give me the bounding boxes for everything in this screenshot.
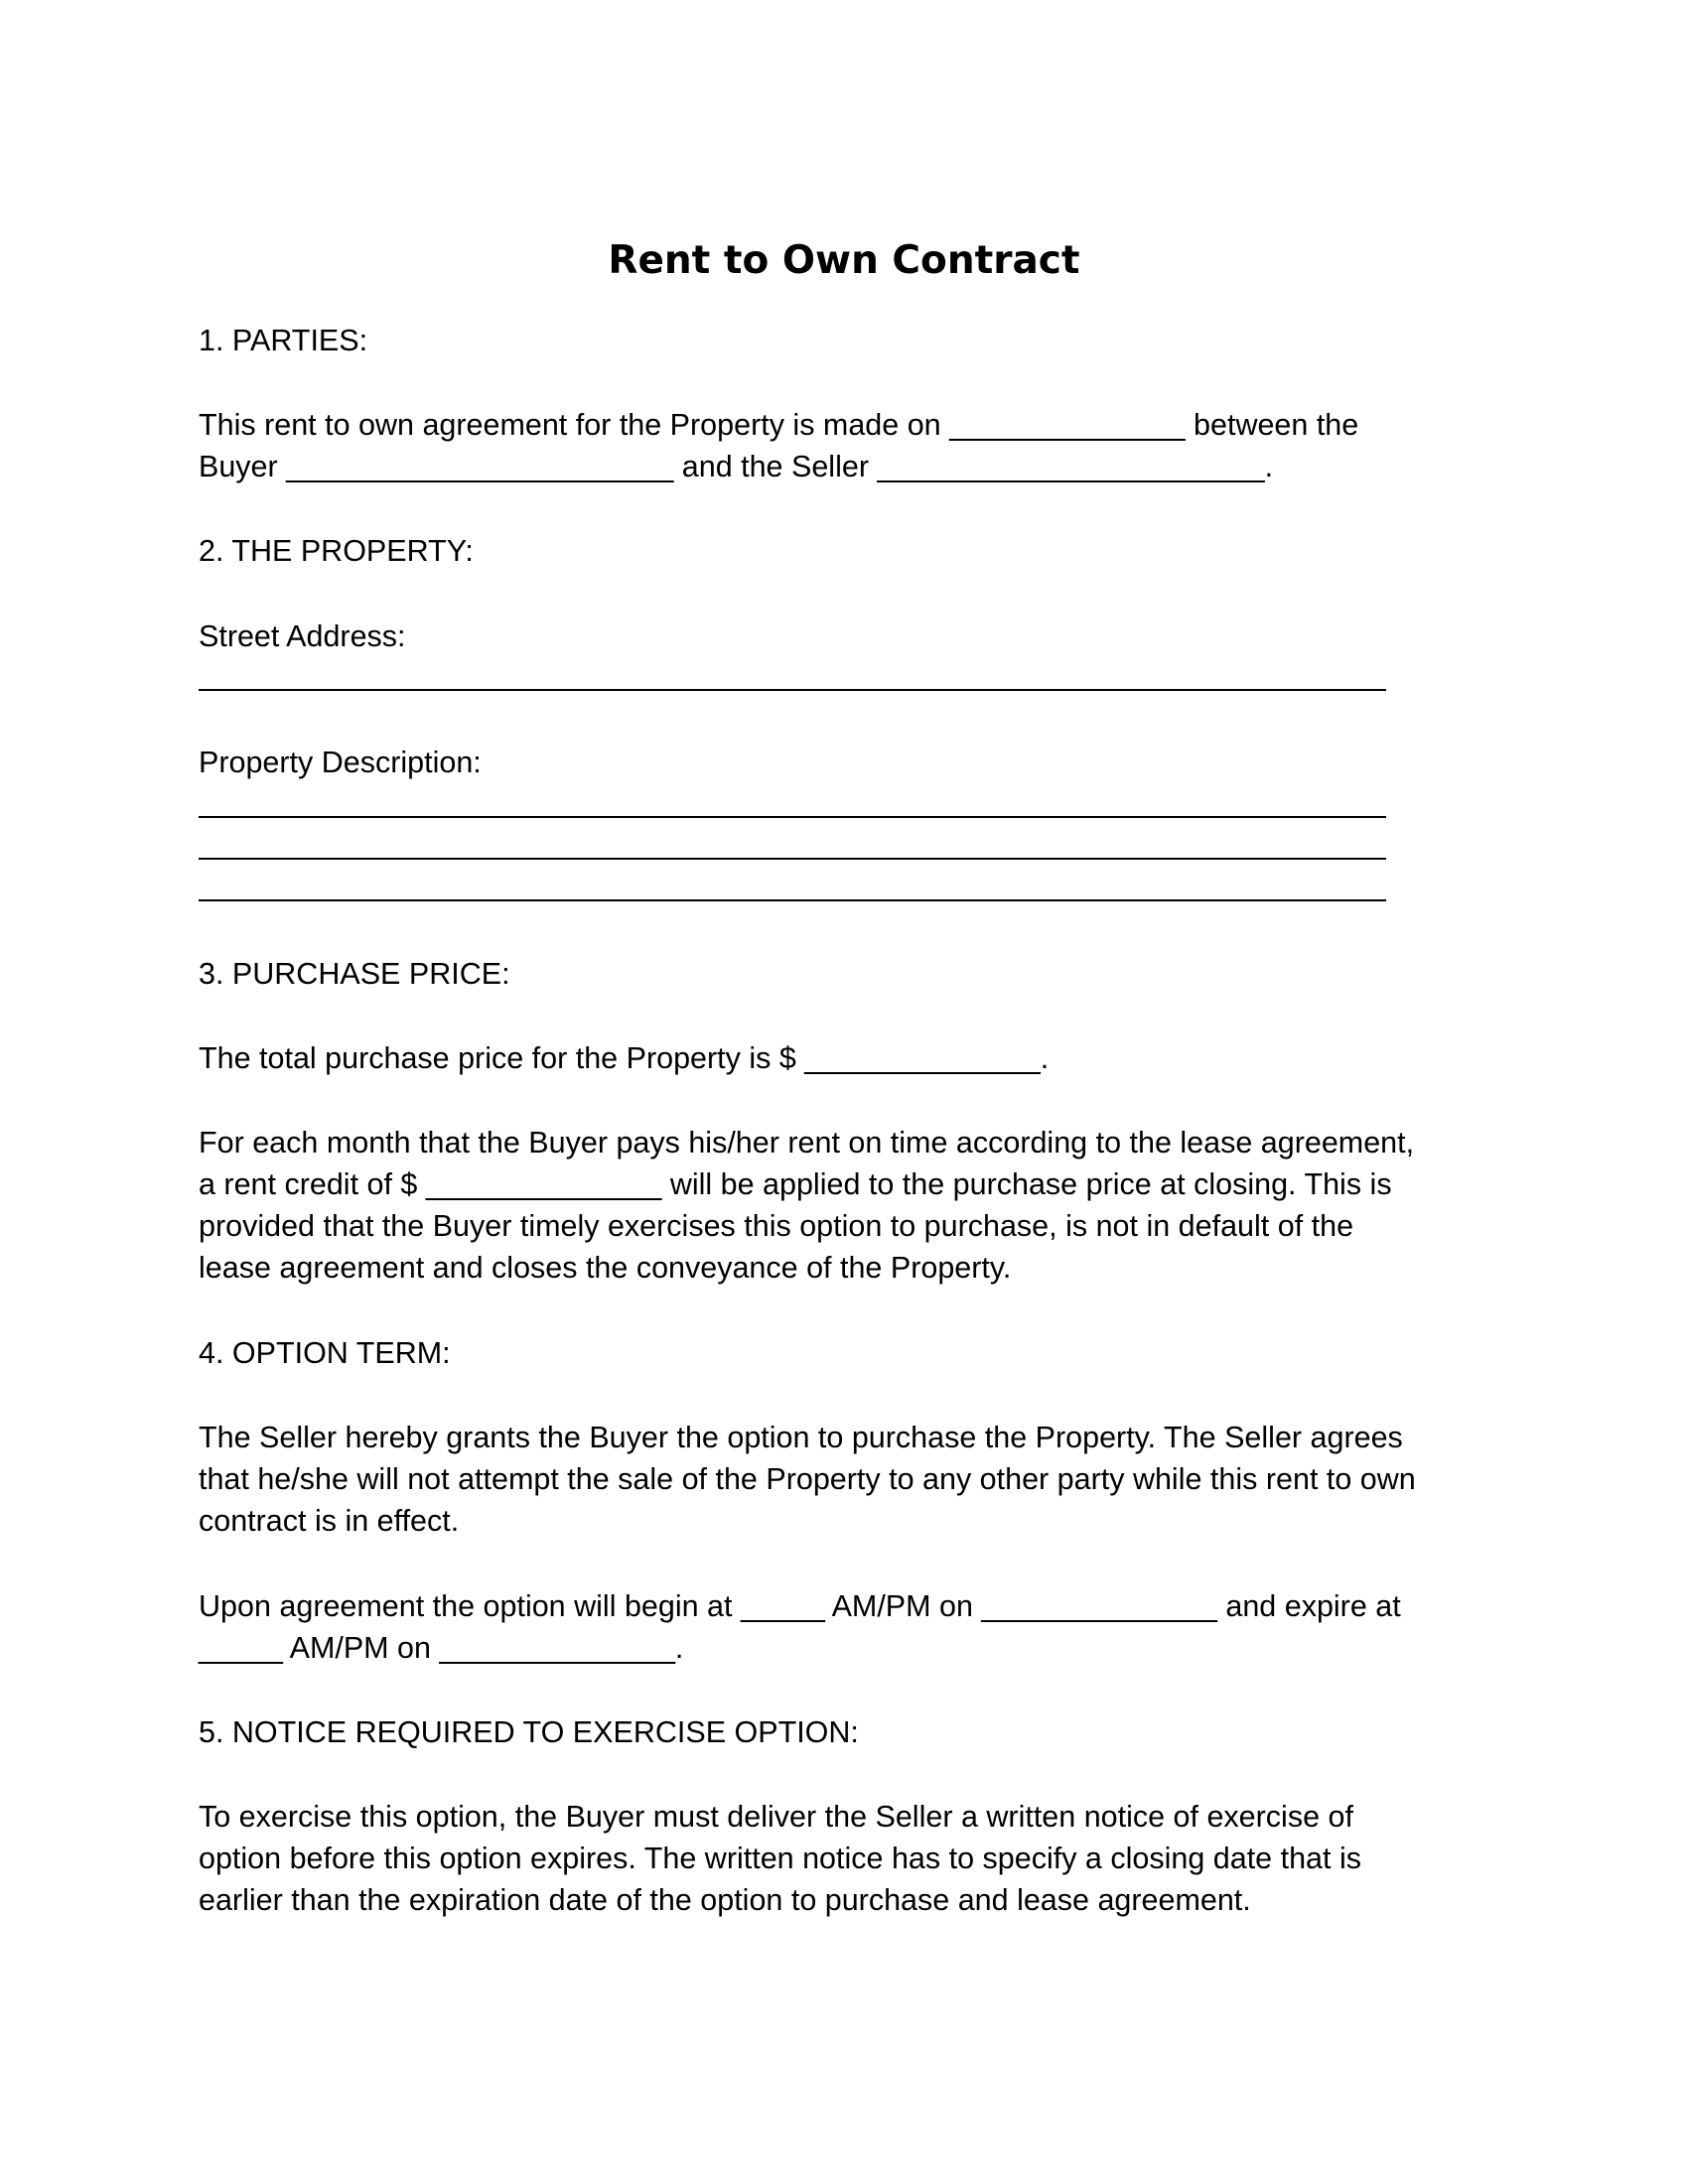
parties-text-line-2: Buyer _______________________ and the Seller _______________________. — [199, 450, 1274, 483]
section-heading-purchase-price: 3. PURCHASE PRICE: — [199, 957, 510, 991]
notice-text-line: option before this option expires. The written notice has to specify a closing date that is — [199, 1842, 1361, 1875]
property-description-label: Property Description: — [199, 746, 482, 779]
notice-text-line: earlier than the expiration date of the option to purchase and lease agreement. — [199, 1883, 1251, 1917]
property-description-blank-line — [199, 899, 1386, 901]
street-address-label: Street Address: — [199, 619, 406, 653]
option-grant-line: contract is in effect. — [199, 1504, 460, 1538]
street-address-blank-line — [199, 689, 1386, 691]
rent-credit-line: lease agreement and closes the conveyance of the Property. — [199, 1251, 1012, 1285]
total-price-line: The total purchase price for the Property is $ ______________. — [199, 1041, 1050, 1075]
section-heading-property: 2. THE PROPERTY: — [199, 534, 474, 568]
document-title: Rent to Own Contract — [608, 238, 1080, 283]
rent-credit-line: a rent credit of $ ______________ will be applied to the purchase price at closing. This is — [199, 1167, 1392, 1201]
rent-credit-line: provided that the Buyer timely exercises this option to purchase, is not in default of the — [199, 1209, 1354, 1243]
option-term-line: Upon agreement the option will begin at _____ AM/PM on ______________ and expire at — [199, 1589, 1401, 1623]
option-term-line: _____ AM/PM on ______________. — [199, 1631, 684, 1665]
option-grant-line: The Seller hereby grants the Buyer the option to purchase the Property. The Seller agrees — [199, 1421, 1403, 1454]
section-heading-parties: 1. PARTIES: — [199, 324, 368, 357]
section-heading-option-term: 4. OPTION TERM: — [199, 1336, 451, 1370]
property-description-blank-line — [199, 816, 1386, 818]
property-description-blank-line — [199, 858, 1386, 860]
rent-credit-line: For each month that the Buyer pays his/her rent on time according to the lease agreement, — [199, 1126, 1415, 1160]
notice-text-line: To exercise this option, the Buyer must deliver the Seller a written notice of exercise of — [199, 1800, 1353, 1834]
parties-text-line-1: This rent to own agreement for the Property is made on ______________ between the — [199, 408, 1359, 442]
option-grant-line: that he/she will not attempt the sale of the Property to any other party while this rent to own — [199, 1462, 1416, 1496]
section-heading-notice: 5. NOTICE REQUIRED TO EXERCISE OPTION: — [199, 1715, 859, 1749]
